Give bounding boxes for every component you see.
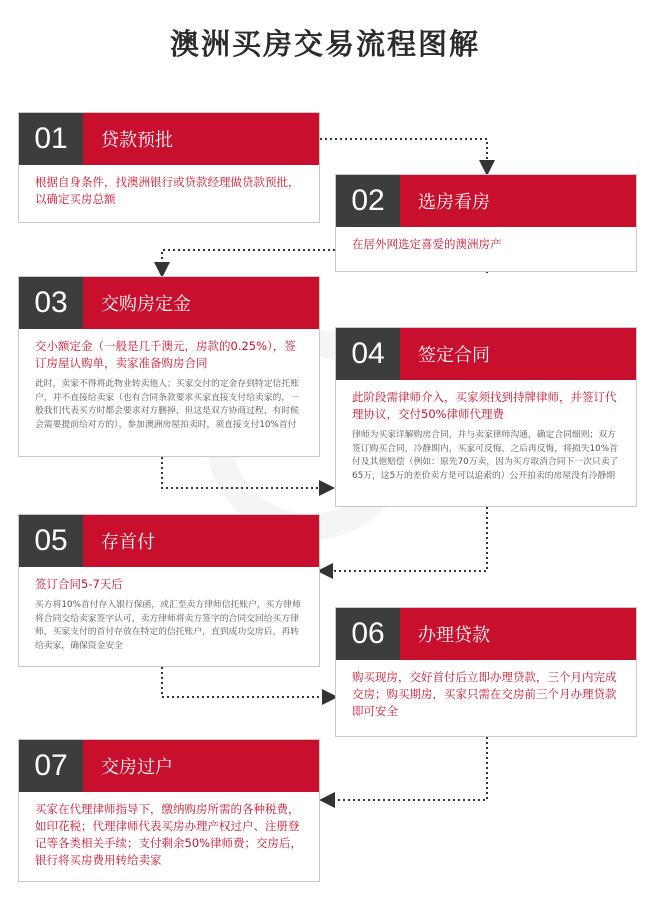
step-title: 办理贷款 [418, 625, 490, 646]
step-number: 04 [336, 328, 400, 380]
step-title: 交购房定金 [101, 294, 191, 315]
step-description: 签订合同5-7天后 [35, 577, 123, 591]
step-card-07 [18, 739, 320, 882]
page-title: 澳洲买房交易流程图解 [169, 27, 480, 61]
step-description: 此阶段需律师介入，买家须找到持牌律师，并签订代理协议，交付50%律师代理费 [352, 390, 617, 421]
step-description: 交小额定金（一般是几千澳元，房款的0.25%），签订房屋认购单，卖家准备购房合同 [35, 339, 296, 370]
step-description: 在居外网选定喜爱的澳洲房产 [352, 237, 502, 251]
step-description: 买家在代理律师指导下，缴纳购房所需的各种税费，如印花税；代理律师代表买房办理产权过户、注册登记等各类相关手续；支付剩余50%律师费；交房后，银行将买房费用转给卖家 [35, 802, 303, 867]
connector-03-04 [162, 457, 327, 488]
step-title: 存首付 [101, 532, 155, 553]
step-description: 根据自身条件，找澳洲银行或贷款经理做贷款预批，以确定买房总额 [35, 175, 300, 206]
step-number: 06 [336, 608, 400, 660]
connector-04-05 [325, 507, 487, 571]
step-card-02 [335, 174, 637, 272]
step-card-03 [18, 276, 320, 457]
step-number: 01 [19, 113, 83, 165]
connector-06-07 [327, 737, 487, 800]
step-number: 02 [336, 175, 400, 227]
step-note: 此时，卖家不得将此物业转卖他人；买家交付的定金存到特定信托账户，并不直接给卖家（也有合同条款要求买家直接支付给卖家的，一般我们代表买方时都会要求对方删掉，但这是双方协商过程，有时候会需要提前给对方的），参加澳洲房屋拍卖时，须直接支付10%首付 [35, 379, 299, 430]
step-card-04 [335, 327, 637, 507]
step-title: 选房看房 [418, 192, 490, 213]
step-card-01 [18, 112, 320, 223]
step-note: 买方将10%首付存入银行保函，或汇至卖方律师信托账户，买方律师将合同交给卖家签字认可，卖方律师将卖方签字的合同交回给买方律师，买家支付的首付存放在特定的信托账户，直到成功交房后，再转给卖家，确保资金安全 [35, 600, 301, 651]
step-title: 签定合同 [418, 345, 490, 366]
step-card-05 [18, 514, 320, 667]
step-card-06 [335, 607, 637, 737]
step-number: 03 [19, 277, 83, 329]
step-number: 05 [19, 515, 83, 567]
connector-01-02 [320, 139, 487, 168]
connector-05-06 [162, 667, 330, 697]
step-number: 07 [19, 740, 83, 792]
step-description: 购买现房，交好首付后立即办理贷款，三个月内完成交房；购买期房，买家只需在交房前三个月办理贷款即可安全 [352, 670, 617, 718]
step-title: 贷款预批 [101, 130, 173, 151]
step-title: 交房过户 [101, 757, 173, 778]
step-note: 律师为买家详解购房合同，并与卖家律师沟通，确定合同细则；双方签订购买合同，冷静期内，买家可反悔，之后再反悔，将损失10%首付及其他赔偿（例如：原先70万卖，因为买方取消合同下一次只卖了65万，这5万的差价卖方是可以追索的）公开拍卖的房屋没有冷静期 [352, 430, 619, 481]
